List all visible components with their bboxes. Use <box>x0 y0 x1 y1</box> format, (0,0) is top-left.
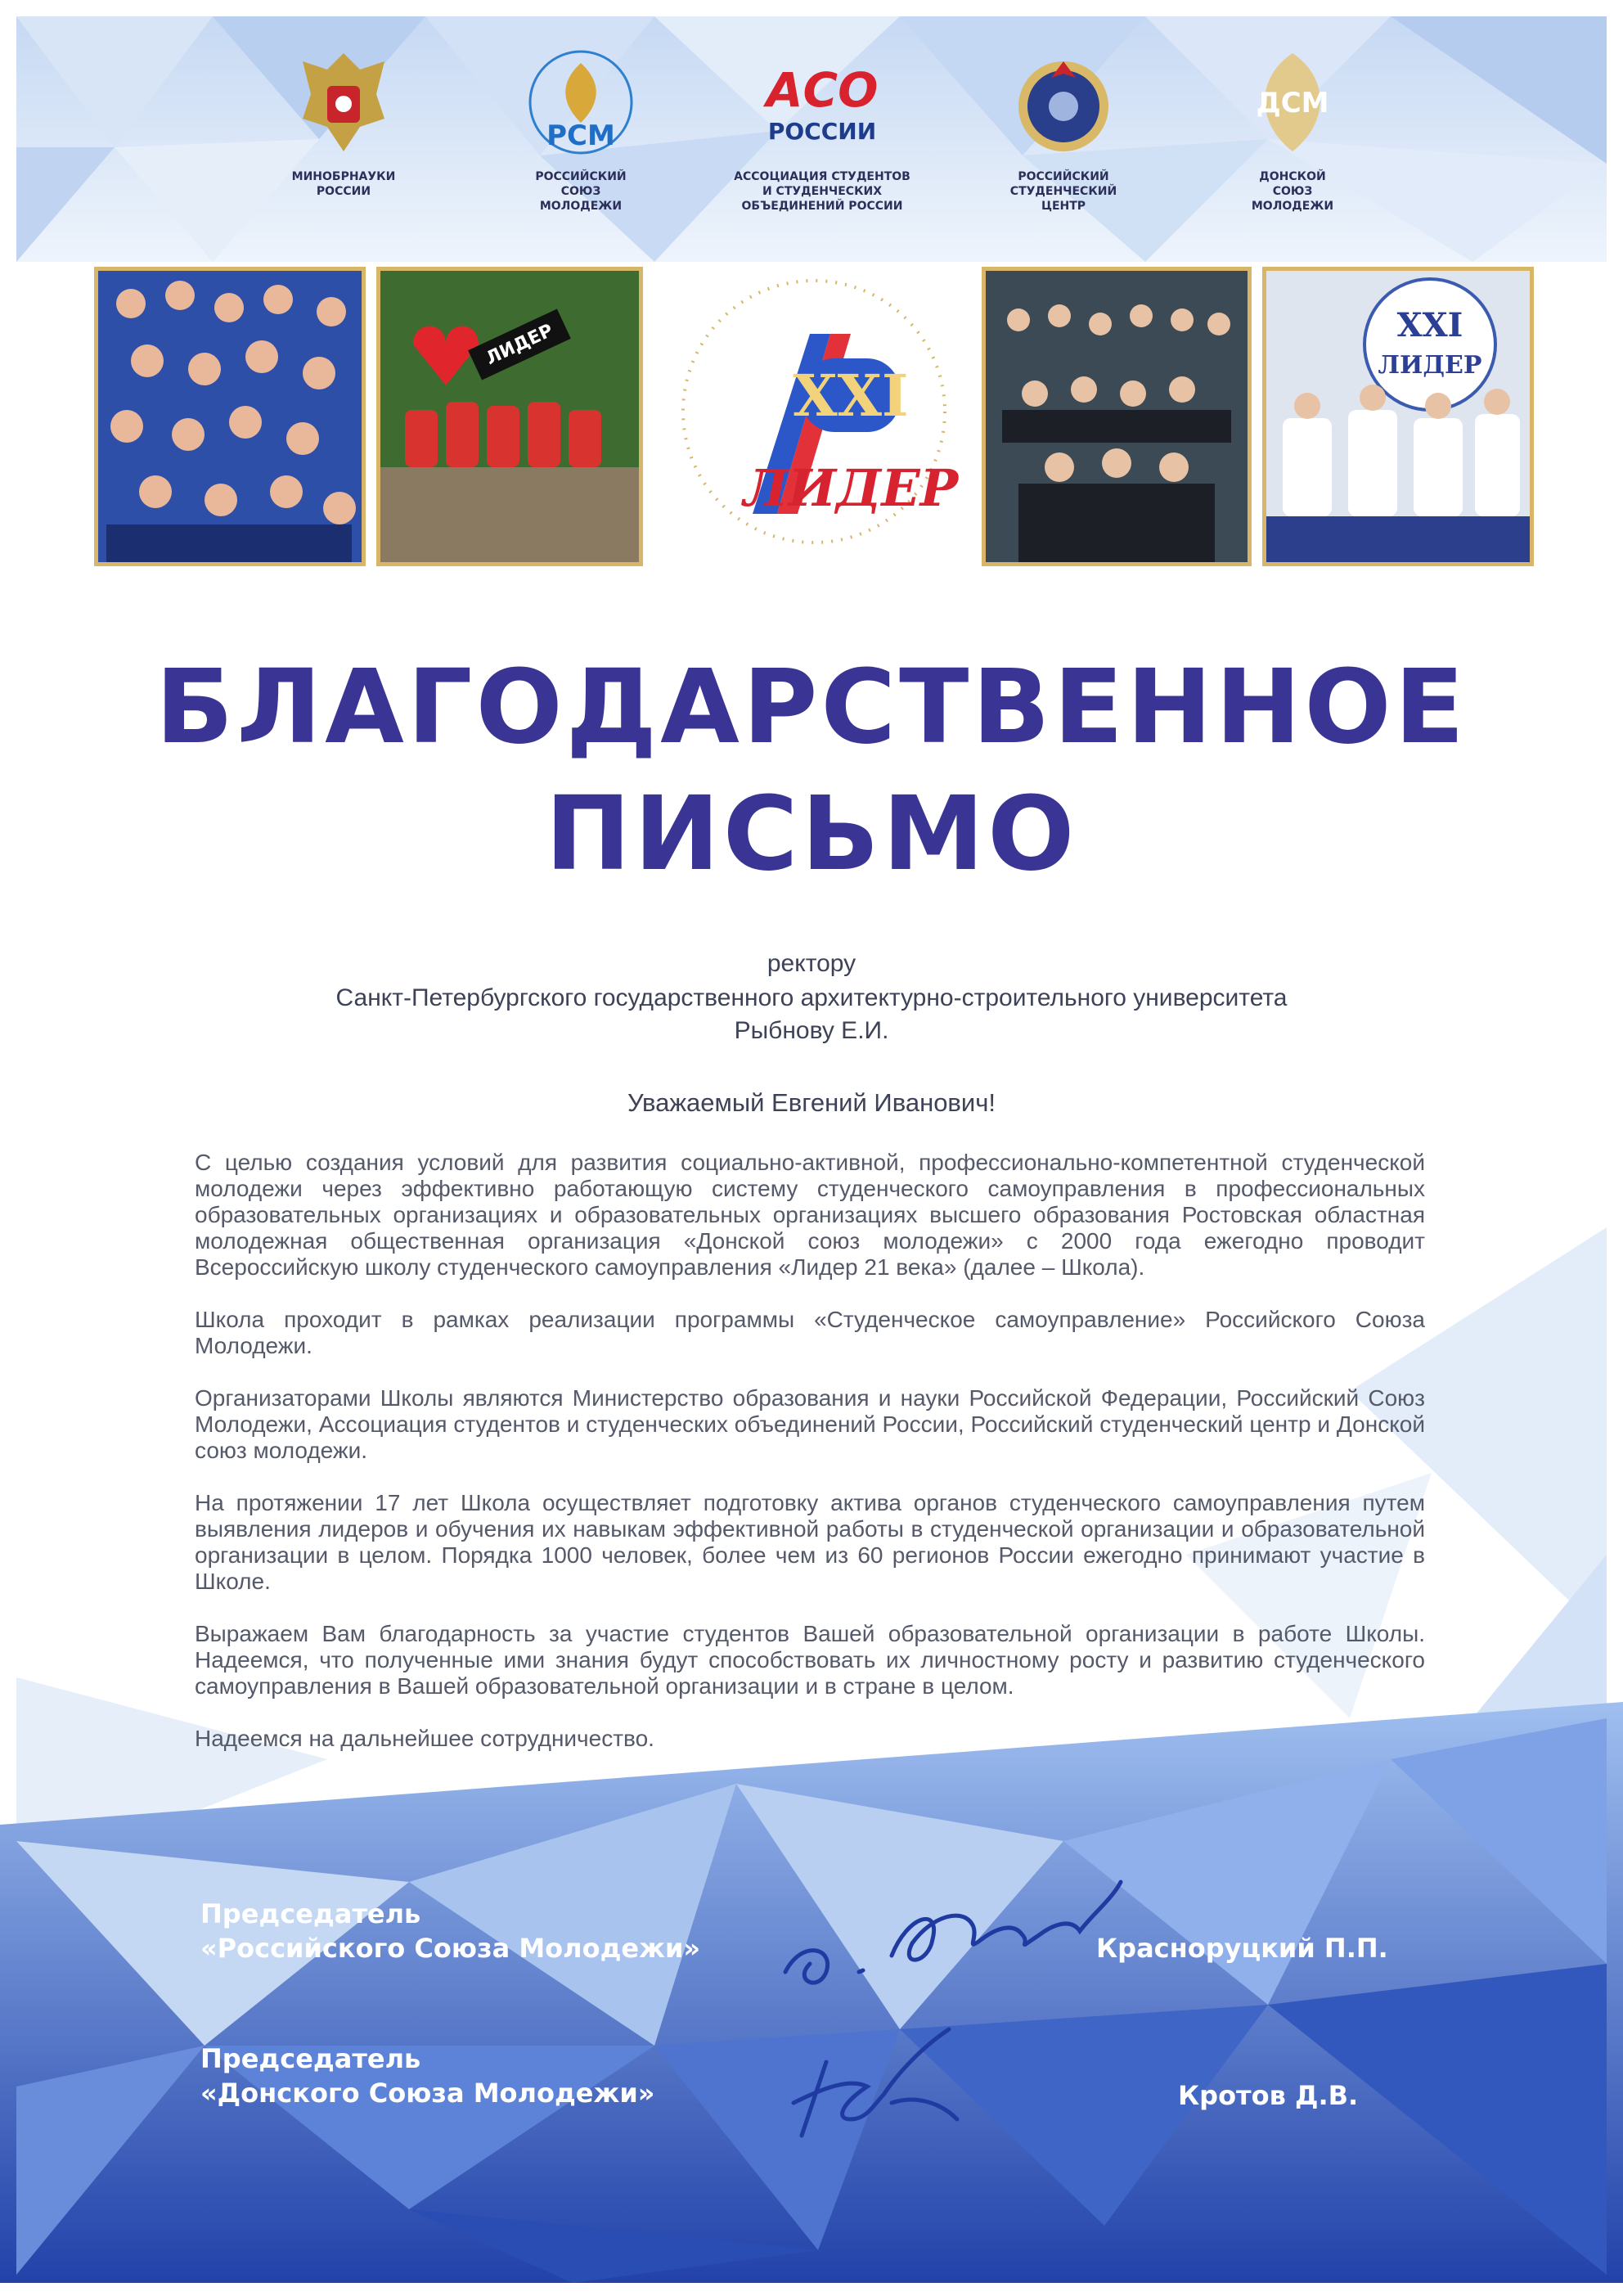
svg-text:XXI: XXI <box>793 362 909 430</box>
svg-text:ДСМ: ДСМ <box>1256 87 1329 119</box>
paragraph: Выражаем Вам благодарность за участие студентов Вашей образовательной организации в работе Школы. Надеемся, что полученные ими знания будут способствовать их личностному росту и развитию студенческого самоуправления в Вашей образовательной организации и в стране в целом. <box>195 1621 1425 1699</box>
paragraph: Надеемся на дальнейшее сотрудничество. <box>195 1726 654 1751</box>
leader-xxi-emblem <box>654 268 973 555</box>
addressee-position: ректору <box>767 950 856 977</box>
aso-logo-icon <box>740 45 904 160</box>
rsm-leaf-icon <box>524 45 638 160</box>
photo-award-ceremony <box>982 267 1252 566</box>
svg-text:РСМ: РСМ <box>546 119 615 152</box>
document-title-line-2: ПИСЬМО <box>545 775 1078 894</box>
rsc-emblem-icon <box>1006 45 1121 160</box>
partner-logos <box>245 45 1378 241</box>
logo-minobrnauki: МИНОБРНАУКИ РОССИИ <box>245 45 442 199</box>
document-title-line-1: БЛАГОДАРСТВЕННОЕ <box>155 648 1468 767</box>
photo-group-red <box>376 267 643 566</box>
svg-text:РОССИИ: РОССИИ <box>767 118 877 145</box>
photo-group-blue <box>94 267 366 566</box>
signature-1 <box>769 1849 1145 2013</box>
dsm-leaf-icon <box>1235 45 1350 160</box>
signatory-2-position: Председатель «Донского Союза Молодежи» <box>200 2043 655 2109</box>
paragraph: На протяжении 17 лет Школа осуществляет подготовку актива органов студенческого самоуправления путем выявления лидеров и обучения их навыкам эффективной работы в студенческой организации и образовательной организации в целом. Порядка 1000 человек, более чем из 60 регионов России ежегодно принимают участие в Школе. <box>195 1490 1425 1594</box>
signatory-1-position: Председатель «Российского Союза Молодежи» <box>200 1898 701 1964</box>
signatory-2-name: Кротов Д.В. <box>1178 2080 1359 2111</box>
paragraph: Школа проходит в рамках реализации программы «Студенческое самоуправление» Российского Союза Молодежи. <box>195 1307 1425 1358</box>
logo-rsm: РСМ РОССИЙСКИЙ СОЮЗ МОЛОДЕЖИ <box>483 45 679 214</box>
svg-text:АСО: АСО <box>766 62 879 118</box>
addressee-name: Рыбнову Е.И. <box>734 1017 889 1044</box>
signatory-1-name: Красноруцкий П.П. <box>1096 1933 1388 1964</box>
photo-group-banner <box>1262 267 1534 566</box>
addressee-organization: Санкт-Петербургского государственного архитектурно-строительного университета <box>335 984 1288 1011</box>
logo-rsc: РОССИЙСКИЙ СТУДЕНЧЕСКИЙ ЦЕНТР <box>965 45 1162 214</box>
logo-dsm: ДСМ ДОНСКОЙ СОЮЗ МОЛОДЕЖИ <box>1194 45 1391 214</box>
letter-body <box>195 1150 1425 1778</box>
signature-2 <box>777 1997 990 2160</box>
svg-text:ЛИДЕР: ЛИДЕР <box>483 320 557 370</box>
svg-text:ЛИДЕР: ЛИДЕР <box>743 458 959 518</box>
paragraph: С целью создания условий для развития социально-активной, профессионально-компетентной студенческой молодежи через эффективно работающую систему студенческого самоуправления в профессиональных образовательных организациях и образовательных организациях высшего образования Ростовская областная молодежная общественная организация «Донской союз молодежи» с 2000 года ежегодно проводит Всероссийскую школу студенческого самоуправления «Лидер 21 века» (далее – Школа). <box>195 1150 1425 1280</box>
greeting: Уважаемый Евгений Иванович! <box>627 1088 996 1117</box>
svg-text:XXI: XXI <box>1396 306 1463 344</box>
coat-of-arms-icon <box>286 45 401 160</box>
logo-aso: АСО РОССИИ АССОЦИАЦИЯ СТУДЕНТОВ И СТУДЕНЧЕСКИХ ОБЪЕДИНЕНИЙ РОССИИ <box>712 45 933 214</box>
svg-text:ЛИДЕР: ЛИДЕР <box>1378 351 1482 380</box>
paragraph: Организаторами Школы являются Министерство образования и науки Российской Федерации, Российский Союз Молодежи, Ассоциация студентов и студенческих объединений России, Российский студенческий центр и Донской союз молодежи. <box>195 1385 1425 1463</box>
